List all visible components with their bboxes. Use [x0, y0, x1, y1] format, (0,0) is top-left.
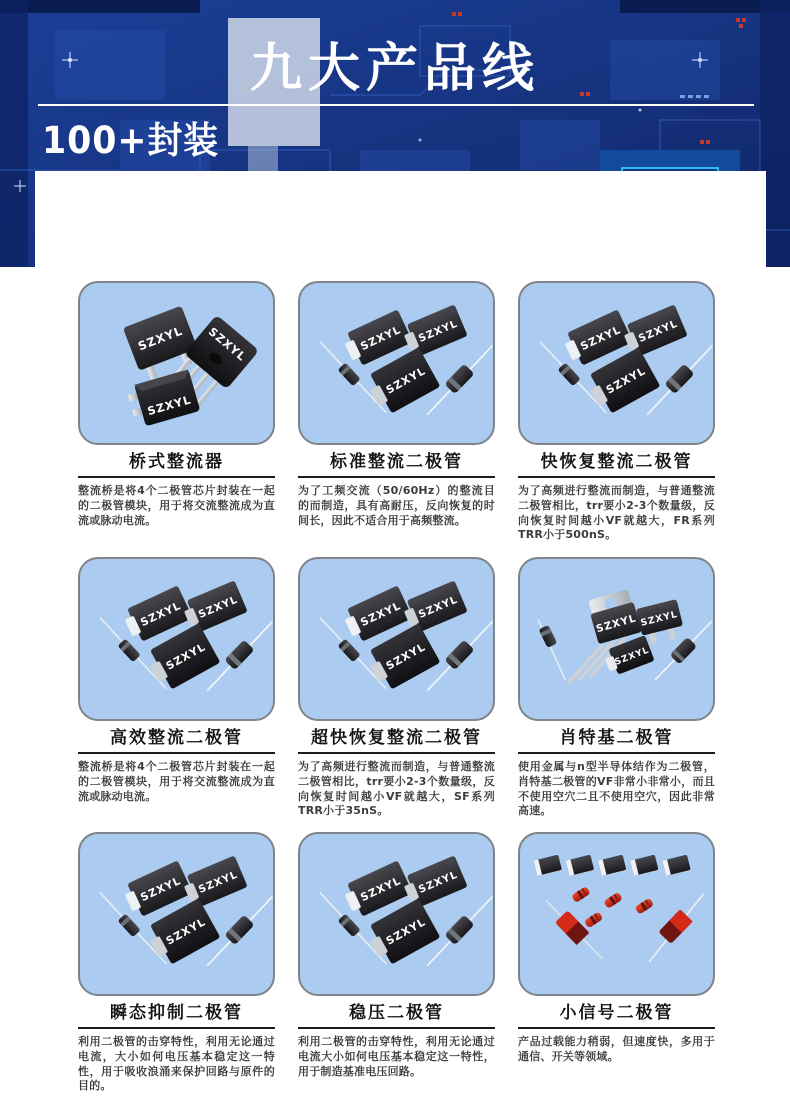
product-image-frame [298, 557, 495, 721]
card-description: 整流桥是将4个二极管芯片封装在一起的二极管模块，用于将交流整流成为直流或脉动电流。 [78, 760, 275, 803]
card-title: 小信号二极管 [559, 1003, 674, 1023]
card-description: 利用二极管的击穿特性，利用无论通过电流，大小如何电压基本稳定这一特性，用于吸收浪涌来保护回路与原件的目的。 [78, 1035, 275, 1093]
product-image-frame [518, 557, 715, 721]
product-card-9 [518, 832, 715, 1097]
product-card-5 [298, 557, 495, 832]
product-illustration [520, 283, 713, 443]
product-card-4 [78, 557, 275, 832]
card-description: 产品过载能力稍弱，但速度快，多用于通信、开关等领域。 [518, 1035, 715, 1064]
product-card-2 [298, 281, 495, 557]
product-card-1 [78, 281, 275, 557]
product-image-frame [518, 832, 715, 996]
header-divider-line [38, 104, 754, 106]
product-image-frame [298, 281, 495, 445]
product-image-frame [298, 832, 495, 996]
product-card-3 [518, 281, 715, 557]
card-title-underline [298, 1027, 495, 1029]
card-title: 高效整流二极管 [110, 728, 243, 748]
product-illustration [80, 559, 273, 719]
product-card-7 [78, 832, 275, 1097]
card-title: 稳压二极管 [349, 1003, 444, 1023]
card-title-underline [518, 476, 715, 478]
card-title: 桥式整流器 [129, 452, 224, 472]
product-illustration [520, 834, 713, 994]
page-title: 九大产品线 [249, 39, 540, 99]
product-illustration [300, 834, 493, 994]
card-title-underline [78, 752, 275, 754]
card-title: 快恢复整流二极管 [540, 452, 693, 472]
product-illustration [80, 834, 273, 994]
card-title-underline [298, 476, 495, 478]
card-description: 使用金属与n型半导体结作为二极管，肖特基二极管的VF非常小非常小，而且不使用空穴二且不使用空穴，因此非常高速。 [518, 760, 715, 818]
product-card-6 [518, 557, 715, 832]
product-image-frame [78, 557, 275, 721]
product-image-frame [518, 281, 715, 445]
product-illustration [300, 283, 493, 443]
card-title: 标准整流二极管 [330, 452, 463, 472]
product-card-8 [298, 832, 495, 1097]
product-image-frame [78, 281, 275, 445]
card-description: 为了工频交流（50/60Hz）的整流目的而制造，具有高耐压，反向恢复的时间长，因此不适合用于高频整流。 [298, 484, 495, 527]
product-image-frame [78, 832, 275, 996]
card-description: 整流桥是将4个二极管芯片封装在一起的二极管模块，用于将交流整流成为直流或脉动电流。 [78, 484, 275, 527]
card-title-underline [78, 1027, 275, 1029]
card-title-underline [298, 752, 495, 754]
card-title-underline [78, 476, 275, 478]
card-title-underline [518, 1027, 715, 1029]
package-count-subtitle: 100+封装 [42, 119, 219, 162]
cards-grid [78, 281, 715, 1097]
card-title: 瞬态抑制二极管 [110, 1003, 243, 1023]
card-description: 为了高频进行整流而制造，与普通整流二极管相比，trr要小2-3个数量级，反向恢复时间越小VF就越大，FR系列TRR小于500nS。 [518, 484, 715, 542]
product-illustration [80, 283, 273, 443]
card-title-underline [518, 752, 715, 754]
product-illustration [520, 559, 713, 719]
card-title: 超快恢复整流二极管 [311, 728, 482, 748]
card-description: 为了高频进行整流而制造，与普通整流二极管相比，trr要小2-3个数量级，反向恢复时间越小VF就越大，SF系列TRR小于35nS。 [298, 760, 495, 818]
card-title: 肖特基二极管 [559, 728, 674, 748]
product-illustration [300, 559, 493, 719]
card-description: 利用二极管的击穿特性，利用无论通过电流大小如何电压基本稳定这一特性，用于制造基准电压回路。 [298, 1035, 495, 1078]
